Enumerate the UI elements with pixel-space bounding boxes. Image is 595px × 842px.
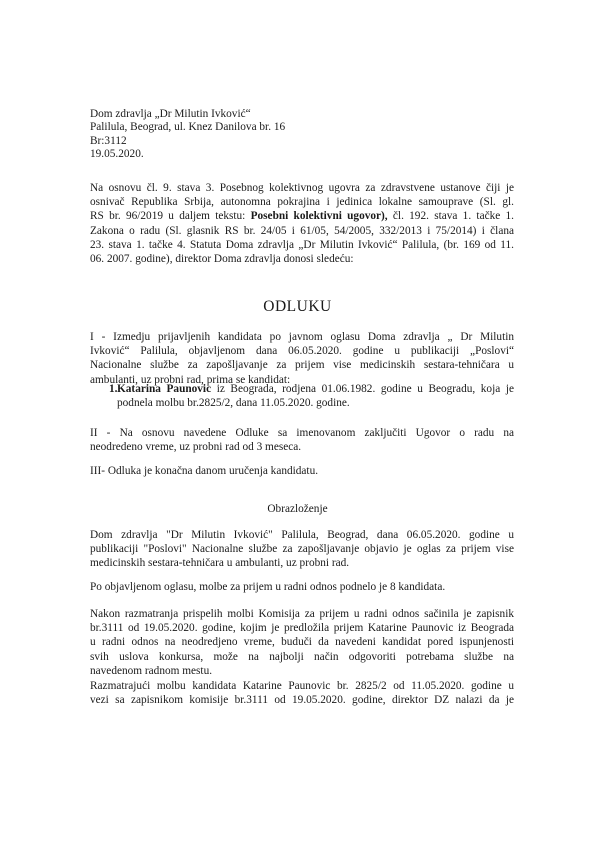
reference-number: Br:3112: [90, 134, 127, 147]
text-line: publikaciji "Poslovi" Nacionalne službe za zapošljavanje objavio je oglas za prijem vise: [90, 543, 514, 556]
text-line: vezi sa zapisnikom komisije br.3111 od 19.05.2020. godine, direktor DZ nalazi da je: [90, 694, 514, 707]
text-line: osnivač Republika Srbija, autonomna pokrajina i jedinica lokalne samouprave (Sl. gl.: [90, 196, 514, 209]
text-line: RS br. 96/2019 u daljem tekstu: Posebni kolektivni ugovor), čl. 192. stava 1. tačke 1.: [90, 210, 514, 223]
text-line: navedenom radnom mestu.: [90, 664, 213, 677]
selected-candidate-item: [109, 382, 514, 410]
text-line: neodredeno vreme, uz probni rad od 3 meseca.: [90, 441, 302, 454]
text-line: Nakon razmatranja prispelih molbi Komisija za prijem u radni odnos sačinila je zapisnik: [90, 608, 514, 620]
text-line: Razmatrajući molbu kandidata Katarine Paunovic br. 2825/2 od 11.05.2020. godine u: [90, 680, 514, 692]
candidate-name: Katarina Paunovic: [117, 383, 212, 395]
text-line: 23. stava 1. tačke 4. Statuta Doma zdravlja „Dr Milutin Ivković“ Palilula, (br. 169 od 11.: [90, 238, 514, 251]
text-line: III- Odluka je konačna danom uručenja kandidatu.: [90, 465, 319, 477]
institution-address: Palilula, Beograd, ul. Knez Danilova br. 16: [90, 121, 286, 134]
text-line: 06. 2007. godine), direktor Doma zdravlja donosi sledeću:: [90, 253, 354, 266]
text-line: svih uslova konkursa, može na najbolji način odgovoriti potrebama službe na: [90, 650, 514, 663]
section-iii-paragraph: [90, 464, 514, 478]
text-line: II - Na osnovu navedene Odluke sa imenovanom zaključiti Ugovor o radu na: [90, 427, 514, 439]
section-i-paragraph: [90, 330, 514, 387]
document-date: 19.05.2020.: [90, 148, 144, 161]
institution-name: Dom zdravlja „Dr Milutin Ivković“: [90, 108, 251, 120]
rationale-paragraph-4: [90, 679, 514, 707]
legal-basis-paragraph: [90, 181, 514, 266]
rationale-paragraph-1: [90, 528, 514, 571]
text-line: Ivković“ Palilula, objavljenom dana 06.05.2020. godine u publikaciji „Poslovi“: [90, 345, 514, 358]
text-line: br.3111 od 19.05.2020. godine, kojim je predložila prijem Katarine Paunovic iz Beograda: [90, 622, 514, 635]
text-line: Na osnovu čl. 9. stava 3. Posebnog kolektivnog ugovra za zdravstvene ustanove čiji je: [90, 182, 514, 194]
decision-title: ODLUKU: [263, 298, 332, 315]
text-line: u radni odnos na neodredjeno vreme, buduči da navedeni kandidat pored ispunjenosti: [90, 636, 514, 649]
list-number: 1.: [109, 383, 118, 395]
text-line: podnela molbu br.2825/2, dana 11.05.2020. godine.: [117, 397, 350, 410]
text-line: Nacionalne službe za zapošljavanje za prijem vise medicinskih sestara-tehničara u: [90, 359, 514, 372]
section-ii-paragraph: [90, 426, 514, 454]
text-line: Katarina Paunovic iz Beograda, rodjena 01.06.1982. godine u Beogradu, koja je: [117, 383, 514, 395]
rationale-paragraph-2: [90, 580, 514, 594]
rationale-heading: Obrazloženje: [267, 503, 328, 515]
text-line: Dom zdravlja "Dr Milutin Ivković" Palilula, Beograd, dana 06.05.2020. godine u: [90, 529, 514, 541]
text-line: Po objavljenom oglasu, molbe za prijem u radni odnos podnelo je 8 kandidata.: [90, 581, 446, 593]
bold-term: Posebni kolektivni ugovor),: [250, 210, 388, 223]
rationale-paragraph-3: [90, 607, 514, 678]
text-line: medicinskih sestara-tehničara u ambulanti, uz probni rad.: [90, 557, 350, 570]
text-line: ambulanti, uz probni rad, prima se kandidat:: [90, 373, 291, 386]
text-line: I - Izmedju prijavljenih kandidata po javnom oglasu Doma zdravlja „ Dr Milutin: [90, 331, 514, 343]
text-line: Zakona o radu (Sl. glasnik RS br. 24/05 i 61/05, 54/2005, 332/2013 i 75/2014) i člana: [90, 224, 514, 237]
letterhead: [90, 108, 514, 162]
